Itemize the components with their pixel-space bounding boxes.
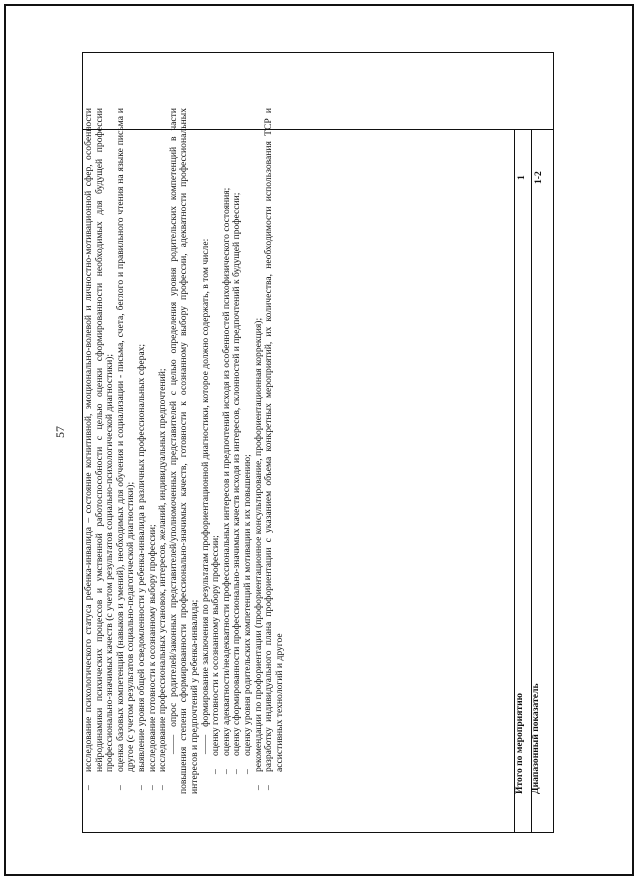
content-list-item-text: формирование заключения по результатам профориентационной диагностики, которое должно содержать, в том числе:	[199, 238, 211, 727]
content-list-item	[84, 108, 116, 794]
content-list-item	[264, 108, 285, 794]
content-list-item-text: выявление уровня общей осведомленности у ребенка-инвалида в различных профессиональных сферах;	[135, 343, 147, 772]
content-list-item-text: опрос родителей/законных представителей/уполномоченных представителей с целью определения уровня родительских компетенций в части повышения степени сформированности профессионально-значимых качеств, готовности к осознанному выбору профессии, адекватности профессиональных интересов и предпочтений у ребенка-инвалида;	[167, 108, 200, 794]
content-list-item-text: исследование профессиональных установок, интересов, желаний, индивидуальных предпочтений;	[157, 368, 169, 772]
dash-marker: –	[146, 785, 158, 790]
content-list	[84, 108, 285, 794]
dash-marker: –	[135, 785, 147, 790]
dash-marker: ——	[199, 734, 211, 754]
dash-marker: –	[231, 769, 243, 774]
content-list-item-text: оценку готовности к осознанному выбору профессии;	[210, 535, 222, 756]
range-row-label: Диапазонный показатель	[530, 683, 541, 794]
page-number: 57	[53, 426, 67, 438]
content-list-item-text: оценка базовых компетенций (навыков и умений), необходимых для обучения и социализации - письма, счета, беглого и правильного чтения на языке письма и другое (с учетом результатов социально-педагогической диагностики);	[114, 108, 137, 772]
dash-marker: –	[241, 769, 253, 774]
total-row-value: 1	[516, 175, 527, 180]
content-list-item-text: исследование психологического статуса ребенка-инвалида – состояние когнитивной, эмоционально-волевой и личностно-мотивационной сфер, особенности нейродинамики психических процессов и умственной работоспособности с целью оценки сформированности необходимых для будущей профессии профессионально-значимых качеств (с учетом результатов социально-психологической диагностики);	[83, 108, 116, 772]
content-list-item-text: исследование готовности к осознанному выбору профессии;	[146, 524, 158, 772]
content-list-item-text: оценку уровня родительских компетенций и мотивации к их повышению;	[241, 454, 253, 756]
content-list-item-text: рекомендации по профориентации (профориентационное консультирование, профориентационная коррекция);	[252, 317, 264, 772]
content-list-item-text: оценку сформированности профессионально-значимых качеств исходя из интересов, склонностей и предпочтений к будущей профессии;	[231, 192, 243, 756]
dash-marker: –	[83, 785, 94, 790]
table-border-right	[553, 52, 554, 833]
dash-marker: –	[114, 785, 126, 790]
dash-marker: –	[157, 785, 169, 790]
dash-marker: –	[263, 785, 275, 790]
range-row-value: 1-2	[533, 171, 544, 184]
dash-marker: –	[210, 769, 222, 774]
content-list-item	[169, 108, 201, 794]
table-border-bottom	[82, 832, 554, 833]
content-list-item-text: разработку индивидуального плана профориентации с указанием объема конкретных мероприятий, их количества, необходимости использования ТСР и ассистивных технологий и другое	[263, 108, 285, 772]
content-list-item	[116, 108, 137, 794]
dash-marker: –	[220, 769, 232, 774]
dash-marker: –	[252, 785, 264, 790]
dash-marker: ——	[167, 734, 179, 754]
total-row-label: Итого по мероприятию	[514, 693, 525, 794]
content-block	[84, 108, 510, 794]
content-list-item-text: оценку адекватности/неадекватности профессиональных интересов и предпочтений исходя из особенностей психофизического состояния;	[220, 187, 232, 756]
table-border-top	[82, 52, 554, 53]
